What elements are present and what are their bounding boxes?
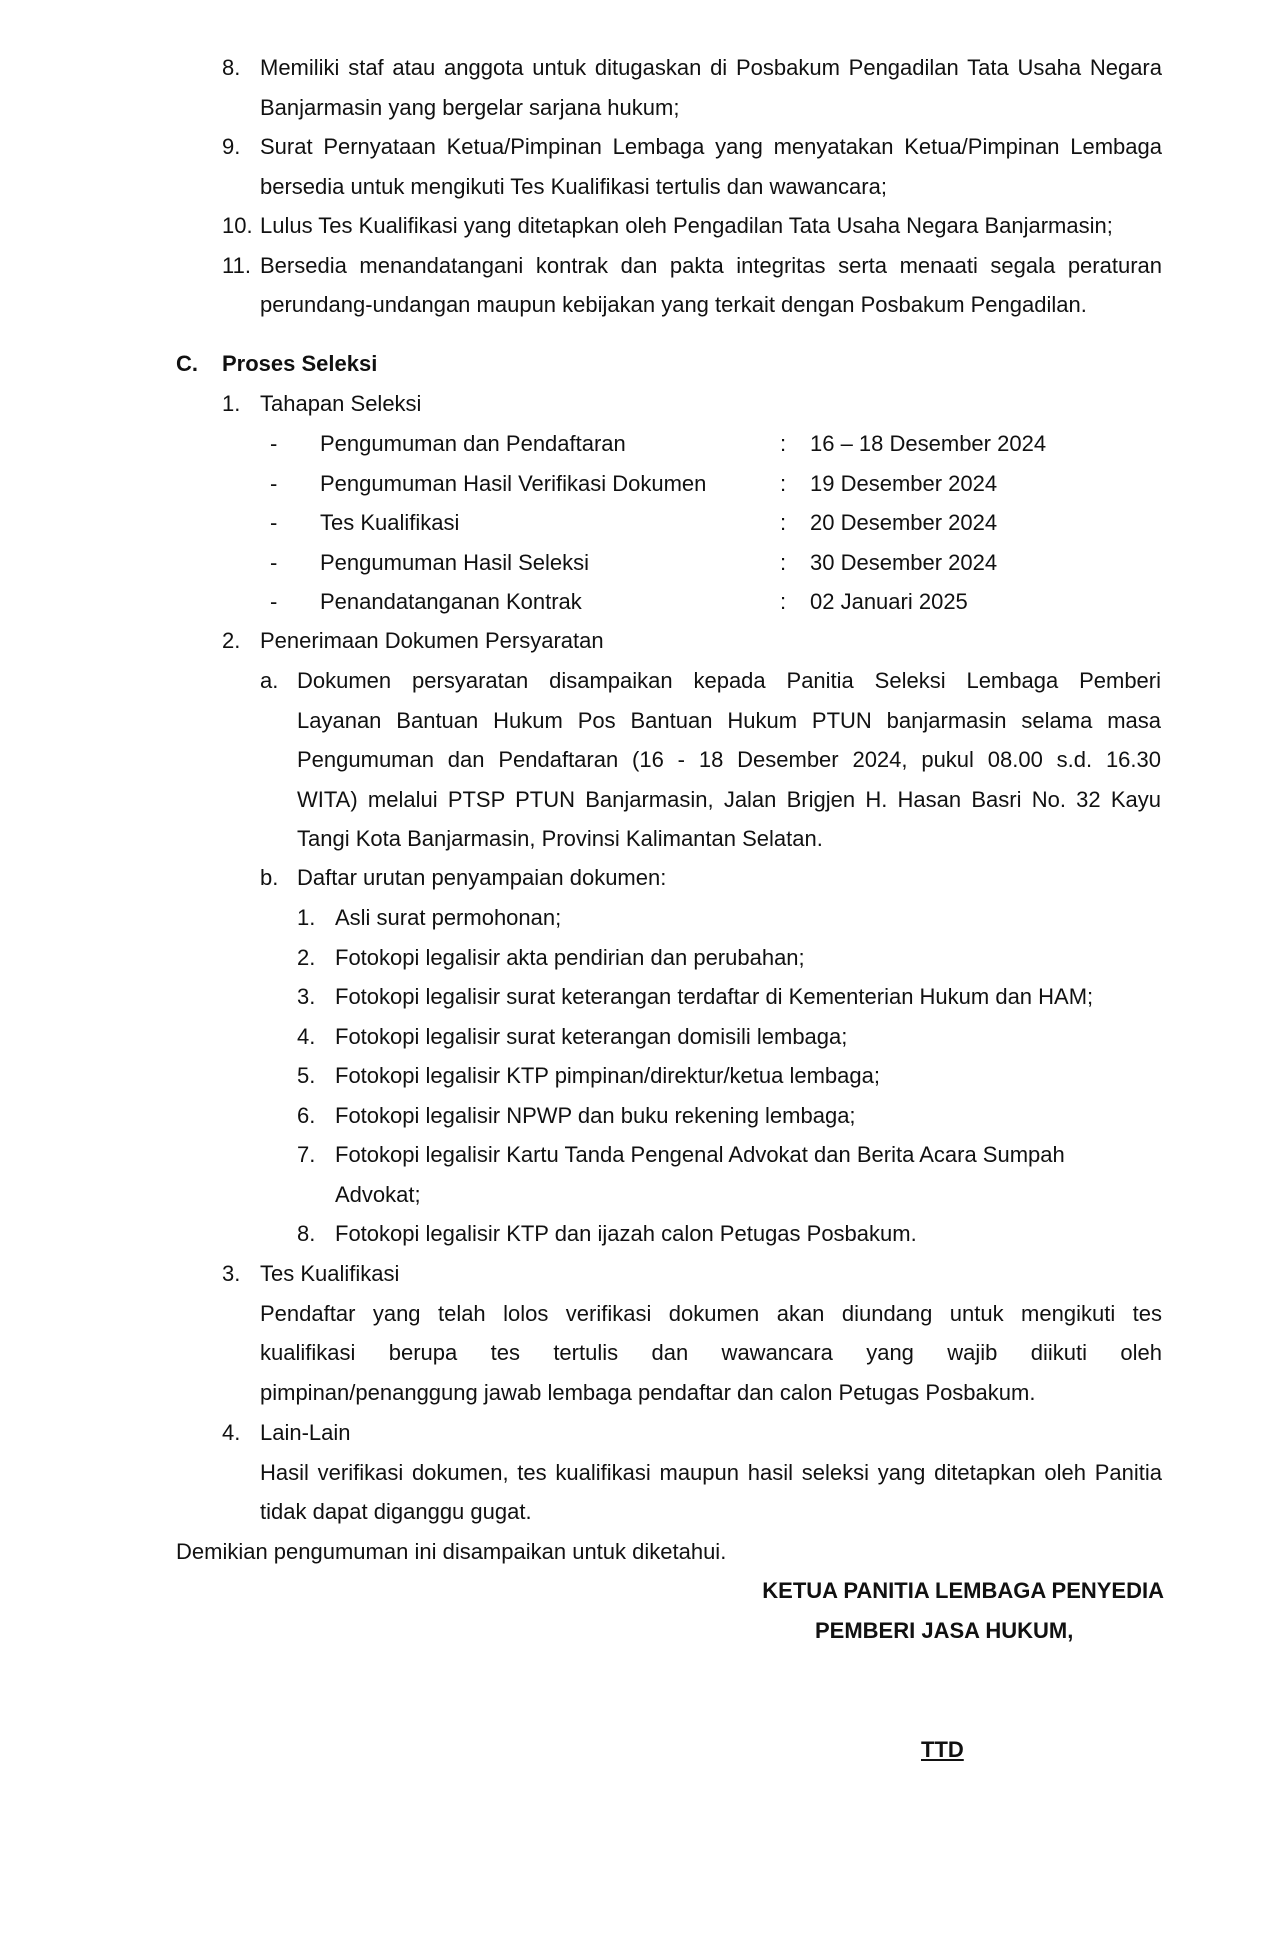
schedule-label: Tes Kualifikasi	[320, 510, 460, 535]
list-number: 2.	[222, 628, 241, 653]
list-number: 7.	[297, 1142, 316, 1167]
schedule-date: 16 – 18 Desember 2024	[810, 431, 1047, 456]
list-text-line: Surat Pernyataan Ketua/Pimpinan Lembaga yang menyatakan Ketua/Pimpinan Lembaga	[260, 134, 1162, 159]
schedule-row	[0, 424, 1276, 464]
list-item	[0, 977, 1276, 1017]
list-number: 3.	[222, 1261, 241, 1286]
schedule-table	[0, 424, 1276, 622]
schedule-colon: :	[780, 470, 787, 496]
list-text-line: Fotokopi legalisir KTP pimpinan/direktur/ketua lembaga;	[335, 1063, 880, 1088]
paragraph-line: pimpinan/penanggung jawab lembaga pendaftar dan calon Petugas Posbakum.	[260, 1379, 1036, 1405]
list-number: 4.	[222, 1420, 241, 1445]
schedule-date: 20 Desember 2024	[810, 510, 998, 535]
signature-ttd: TTD	[921, 1737, 964, 1762]
paragraph-line: Dokumen persyaratan disampaikan kepada Panitia Seleksi Lembaga Pemberi	[297, 668, 1161, 693]
list-number: 5.	[297, 1063, 316, 1088]
list-letter: b.	[260, 865, 279, 890]
list-number: 6.	[297, 1102, 316, 1128]
list-text-line: Fotokopi legalisir KTP dan ijazah calon Petugas Posbakum.	[335, 1221, 917, 1246]
schedule-colon: :	[780, 549, 787, 575]
schedule-date: 19 Desember 2024	[810, 470, 998, 496]
paragraph-line: Pendaftar yang telah lolos verifikasi dokumen akan diundang untuk mengikuti tes	[260, 1300, 1162, 1326]
item-tahapan-seleksi	[0, 384, 1276, 424]
list-item	[0, 48, 1276, 127]
schedule-colon: :	[780, 589, 787, 614]
list-text-line: Fotokopi legalisir akta pendirian dan perubahan;	[335, 944, 805, 970]
list-item	[0, 1017, 1276, 1057]
list-number: 3.	[297, 984, 316, 1009]
list-letter: a.	[260, 668, 279, 693]
bullet-dash: -	[270, 431, 278, 456]
schedule-colon: :	[780, 510, 787, 535]
item-title: Lain-Lain	[260, 1420, 351, 1445]
subitem-title: Daftar urutan penyampaian dokumen:	[297, 865, 667, 890]
section-c-heading	[0, 344, 1276, 384]
list-text-line: Fotokopi legalisir surat keterangan domisili lembaga;	[335, 1023, 848, 1049]
subitem-a	[0, 661, 1276, 859]
item-tes-kualifikasi	[0, 1254, 1276, 1412]
schedule-label: Pengumuman dan Pendaftaran	[320, 431, 626, 456]
schedule-row	[0, 464, 1276, 504]
schedule-colon: :	[780, 431, 787, 456]
list-item	[0, 1214, 1276, 1254]
list-text-line: Banjarmasin yang bergelar sarjana hukum;	[260, 94, 680, 120]
list-text-line: Advokat;	[335, 1181, 421, 1207]
signature-title-line2: PEMBERI JASA HUKUM,	[815, 1618, 1074, 1643]
schedule-label: Penandatanganan Kontrak	[320, 589, 582, 614]
bullet-dash: -	[270, 510, 278, 535]
item-penerimaan-dokumen	[0, 621, 1276, 661]
list-text-line: Bersedia menandatangani kontrak dan pakta integritas serta menaati segala peraturan	[260, 252, 1162, 278]
item-title: Penerimaan Dokumen Persyaratan	[260, 628, 604, 653]
schedule-row	[0, 543, 1276, 583]
list-item	[0, 246, 1276, 325]
list-number: 9.	[222, 134, 241, 159]
signature-title-line1: KETUA PANITIA LEMBAGA PENYEDIA	[762, 1578, 1164, 1603]
list-item	[0, 127, 1276, 206]
item-title: Tahapan Seleksi	[260, 391, 422, 416]
bullet-dash: -	[270, 549, 278, 575]
list-item	[0, 1135, 1276, 1214]
paragraph-line: tidak dapat diganggu gugat.	[260, 1499, 532, 1524]
list-text-line: Fotokopi legalisir Kartu Tanda Pengenal Advokat dan Berita Acara Sumpah	[335, 1142, 1065, 1167]
list-number: 8.	[222, 55, 241, 80]
requirements-list	[0, 48, 1276, 325]
list-number: 1.	[222, 391, 241, 416]
list-item	[0, 1056, 1276, 1096]
paragraph	[260, 1294, 1162, 1413]
schedule-label: Pengumuman Hasil Verifikasi Dokumen	[320, 470, 707, 496]
list-number: 1.	[297, 905, 316, 930]
list-text-line: Memiliki staf atau anggota untuk ditugaskan di Posbakum Pengadilan Tata Usaha Negara	[260, 55, 1162, 80]
list-text-line: Fotokopi legalisir NPWP dan buku rekening lembaga;	[335, 1102, 856, 1128]
item-lain-lain	[0, 1413, 1276, 1532]
section-letter: C.	[176, 351, 198, 376]
paragraph-line: Tangi Kota Banjarmasin, Provinsi Kalimantan Selatan.	[297, 826, 823, 851]
closing-statement: Demikian pengumuman ini disampaikan untuk diketahui.	[176, 1539, 727, 1564]
paragraph	[260, 1453, 1162, 1532]
list-item	[0, 938, 1276, 978]
bullet-dash: -	[270, 589, 278, 614]
list-text-line: Fotokopi legalisir surat keterangan terdaftar di Kementerian Hukum dan HAM;	[335, 984, 1094, 1009]
schedule-label: Pengumuman Hasil Seleksi	[320, 549, 590, 575]
list-number: 11.	[222, 252, 251, 278]
list-text-line: bersedia untuk mengikuti Tes Kualifikasi tertulis dan wawancara;	[260, 173, 887, 199]
list-text-line: Lulus Tes Kualifikasi yang ditetapkan oleh Pengadilan Tata Usaha Negara Banjarmasin;	[260, 213, 1113, 238]
subitem-b	[0, 858, 1276, 898]
list-item	[0, 1096, 1276, 1136]
schedule-date: 02 Januari 2025	[810, 589, 968, 614]
bullet-dash: -	[270, 470, 278, 496]
list-number: 10.	[222, 213, 253, 238]
schedule-row	[0, 503, 1276, 543]
section-title: Proses Seleksi	[222, 351, 378, 376]
closing-statement-block	[0, 1532, 1276, 1572]
item-title: Tes Kualifikasi	[260, 1261, 400, 1286]
list-text-line: Asli surat permohonan;	[335, 905, 562, 930]
list-item	[0, 898, 1276, 938]
paragraph-line: Hasil verifikasi dokumen, tes kualifikasi maupun hasil seleksi yang ditetapkan oleh Panitia	[260, 1459, 1162, 1485]
list-text-line: perundang-undangan maupun kebijakan yang terkait dengan Posbakum Pengadilan.	[260, 292, 1087, 317]
document-list	[0, 898, 1276, 1254]
paragraph-line: kualifikasi berupa tes tertulis dan wawancara yang wajib diikuti oleh	[260, 1340, 1162, 1365]
list-number: 4.	[297, 1023, 316, 1049]
list-number: 2.	[297, 944, 316, 970]
paragraph-line: WITA) melalui PTSP PTUN Banjarmasin, Jalan Brigjen H. Hasan Basri No. 32 Kayu	[297, 786, 1161, 812]
list-item	[0, 206, 1276, 246]
paragraph-line: Pengumuman dan Pendaftaran (16 - 18 Desember 2024, pukul 08.00 s.d. 16.30	[297, 747, 1161, 772]
paragraph-line: Layanan Bantuan Hukum Pos Bantuan Hukum PTUN banjarmasin selama masa	[297, 707, 1161, 733]
schedule-row	[0, 582, 1276, 622]
list-number: 8.	[297, 1221, 316, 1246]
schedule-date: 30 Desember 2024	[810, 549, 998, 575]
